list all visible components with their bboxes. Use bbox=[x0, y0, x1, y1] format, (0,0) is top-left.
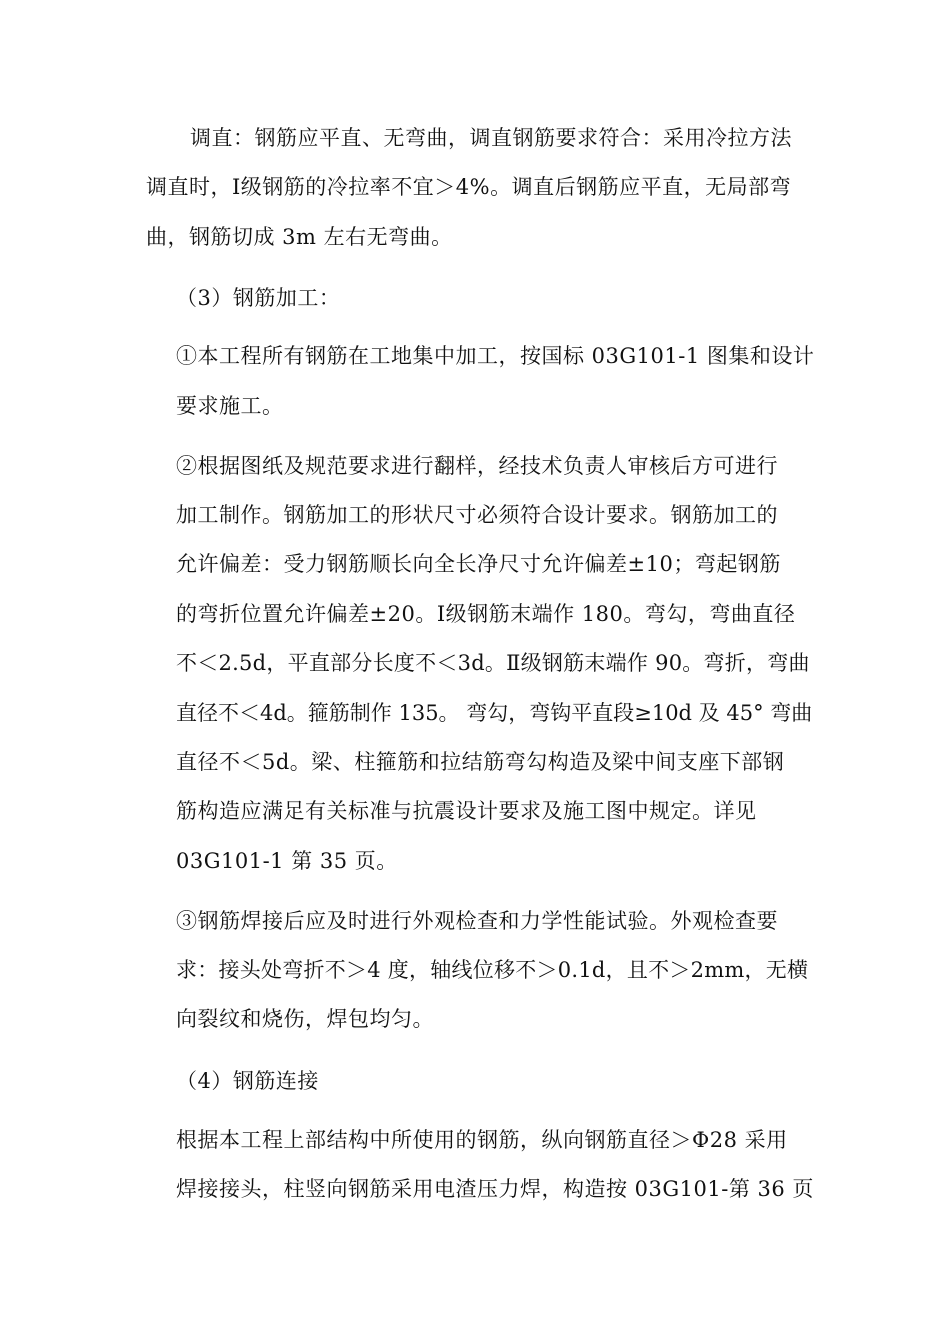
text-line: 曲，钢筋切成 3m 左右无弯曲。 bbox=[146, 225, 453, 249]
heading-text: （3）钢筋加工： bbox=[176, 286, 341, 310]
text-line: 直径不＜4d。箍筋制作 135。 弯勾，弯钩平直段≥10d 及 45° 弯曲 bbox=[176, 701, 813, 725]
text-line: 的弯折位置允许偏差±20。Ⅰ级钢筋末端作 180。弯勾，弯曲直径 bbox=[176, 602, 796, 626]
text-line: 直径不＜5d。梁、柱箍筋和拉结筋弯勾构造及梁中间支座下部钢 bbox=[176, 750, 785, 774]
text-line: 允许偏差：受力钢筋顺长向全长净尺寸允许偏差±10；弯起钢筋 bbox=[176, 552, 781, 576]
text-line: 调直：钢筋应平直、无弯曲，调直钢筋要求符合：采用冷拉方法 bbox=[190, 126, 792, 150]
text-line: 筋构造应满足有关标准与抗震设计要求及施工图中规定。详见 bbox=[176, 799, 757, 823]
text-line: ③钢筋焊接后应及时进行外观检查和力学性能试验。外观检查要 bbox=[176, 909, 778, 933]
text-line: 求：接头处弯折不＞4 度，轴线位移不＞0.1d，且不＞2mm，无横 bbox=[176, 958, 809, 982]
heading-text: （4）钢筋连接 bbox=[176, 1069, 319, 1093]
text-line: ②根据图纸及规范要求进行翻样，经技术负责人审核后方可进行 bbox=[176, 454, 778, 478]
text-line: 焊接接头，柱竖向钢筋采用电渣压力焊，构造按 03G101-第 36 页 bbox=[176, 1177, 814, 1201]
text-line: 向裂纹和烧伤，焊包均匀。 bbox=[176, 1007, 434, 1031]
text-line: 不＜2.5d，平直部分长度不＜3d。Ⅱ级钢筋末端作 90。弯折，弯曲 bbox=[176, 651, 810, 675]
text-line: 调直时，Ⅰ级钢筋的冷拉率不宜＞4%。调直后钢筋应平直，无局部弯 bbox=[146, 175, 792, 199]
text-line: 加工制作。钢筋加工的形状尺寸必须符合设计要求。钢筋加工的 bbox=[176, 503, 778, 527]
text-line: 根据本工程上部结构中所使用的钢筋，纵向钢筋直径＞Φ28 采用 bbox=[176, 1128, 788, 1152]
text-line: ①本工程所有钢筋在工地集中加工，按国标 03G101-1 图集和设计 bbox=[176, 344, 815, 368]
text-line: 03G101-1 第 35 页。 bbox=[176, 849, 398, 873]
text-line: 要求施工。 bbox=[176, 394, 284, 418]
